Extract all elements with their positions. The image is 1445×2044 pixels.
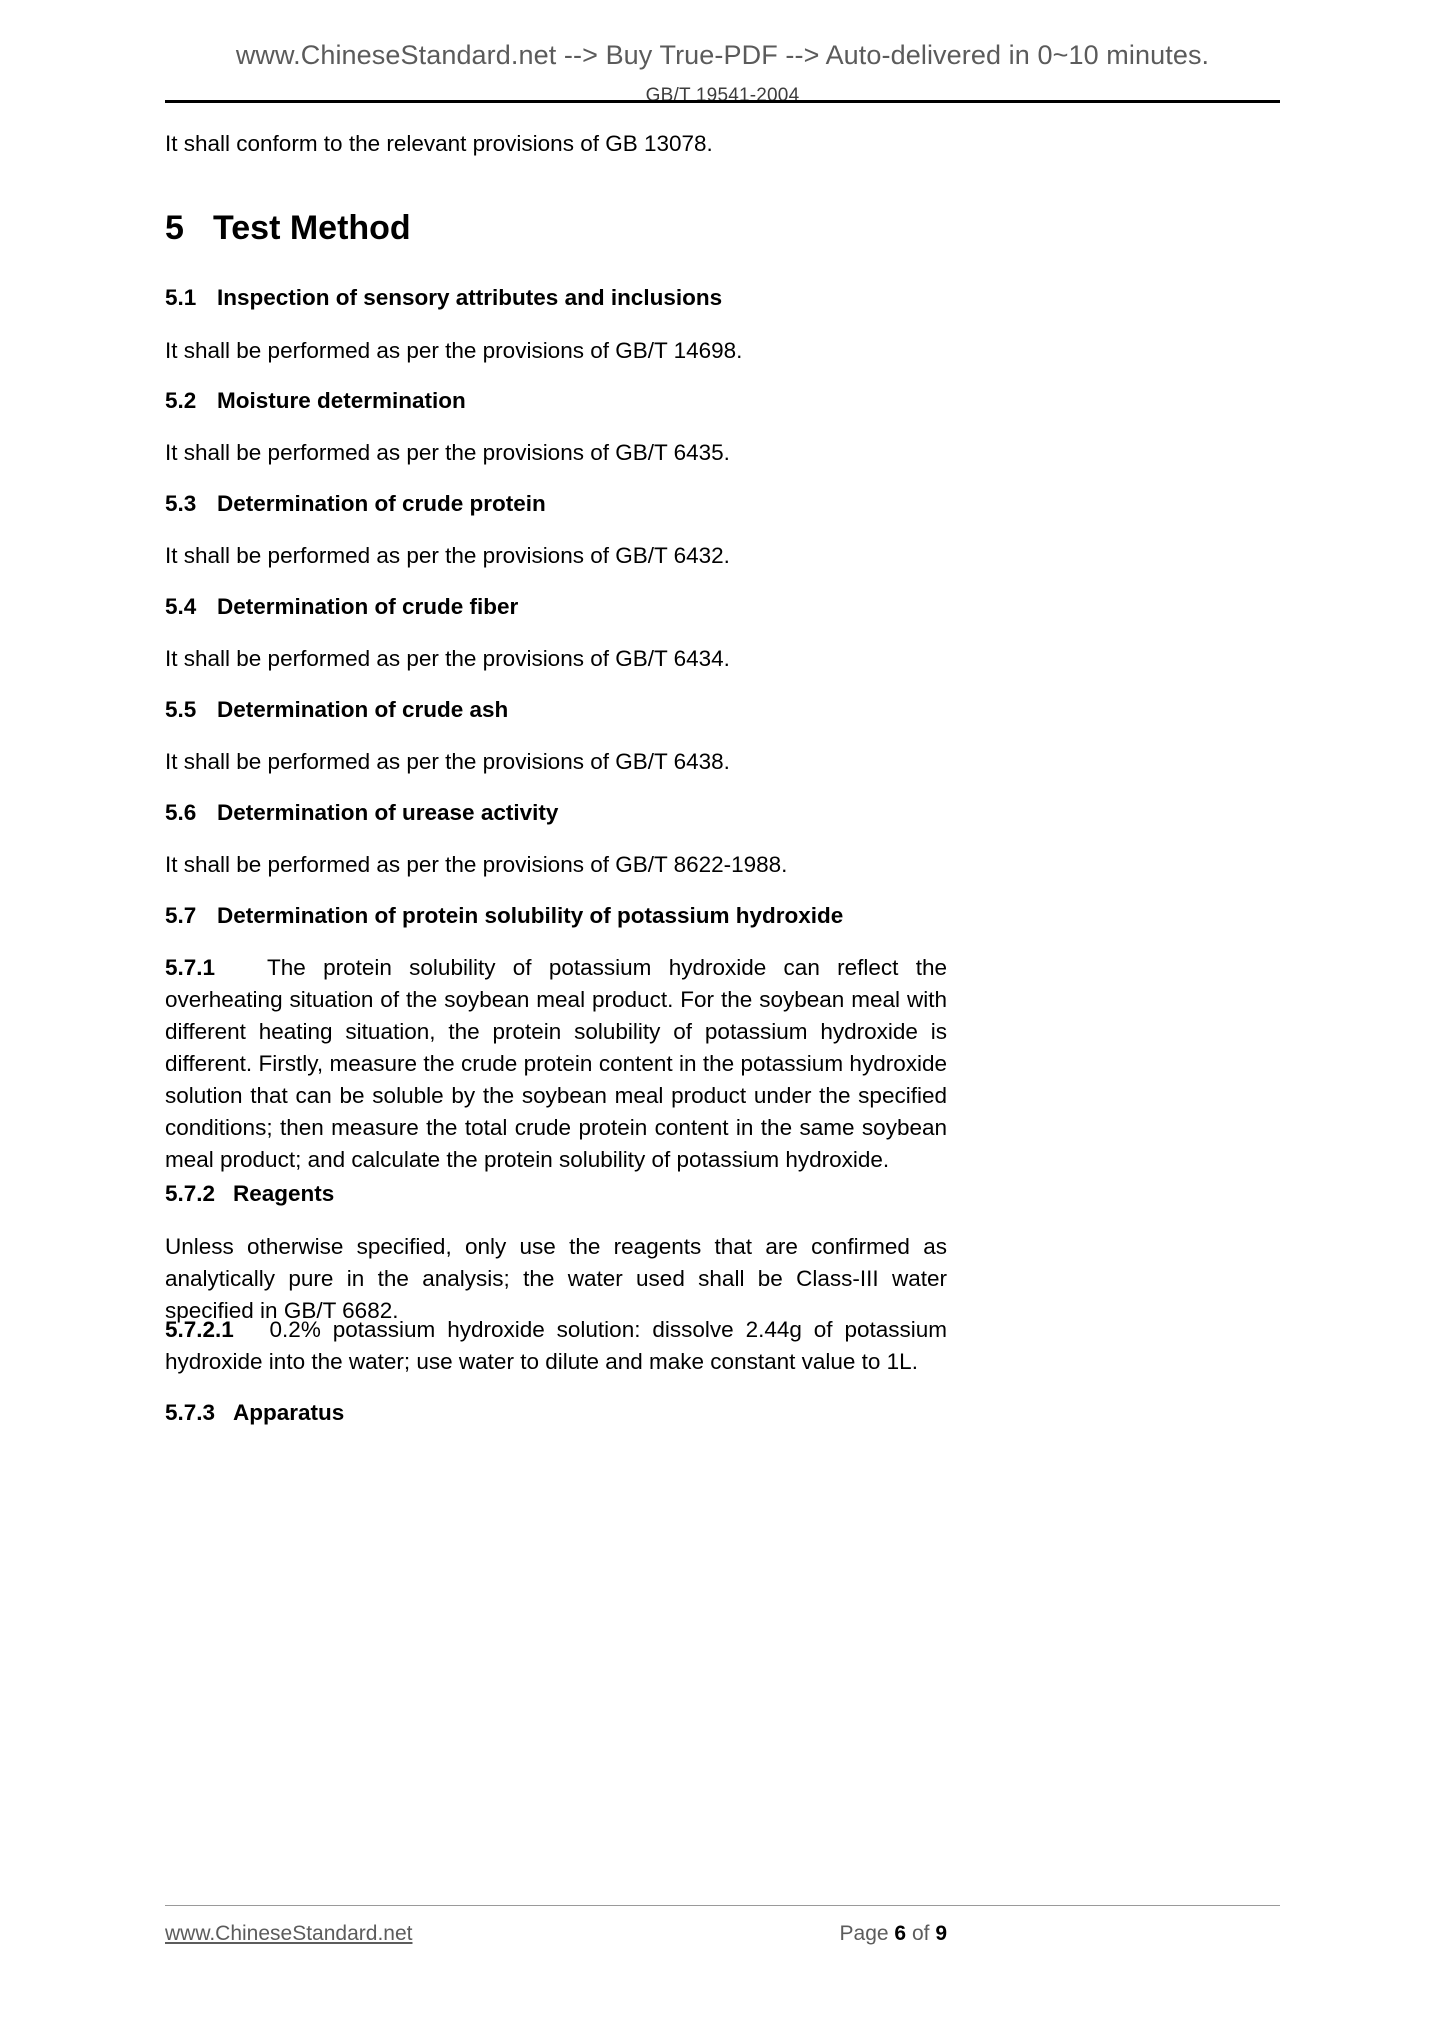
section-5-5-title: Determination of crude ash <box>217 697 509 722</box>
section-5-4-title: Determination of crude fiber <box>217 594 519 619</box>
intro-paragraph-block <box>165 128 947 160</box>
section-5-2-text: It shall be performed as per the provisions of GB/T 6435. <box>165 440 730 465</box>
section-5-3-body <box>165 540 947 572</box>
subclause-5-7-2-title: Reagents <box>233 1181 335 1206</box>
section-5-2-number: 5.2 <box>165 388 197 413</box>
subclause-5-7-2-text: Unless otherwise specified, only use the reagents that are confirmed as analytically pure in the analysis; the water used shall be Class-III water specified in GB/T 6682. <box>165 1234 947 1323</box>
section-5-3-heading <box>165 489 947 518</box>
footer-site-link[interactable]: www.ChineseStandard.net <box>165 1922 413 1945</box>
clause-5-title: Test Method <box>213 209 411 247</box>
promo-banner-text: www.ChineseStandard.net --> Buy True-PDF --> Auto-delivered in 0~10 minutes. <box>235 40 1210 70</box>
section-5-3-text: It shall be performed as per the provisions of GB/T 6432. <box>165 543 730 568</box>
section-5-5-heading <box>165 695 947 724</box>
section-5-6-title: Determination of urease activity <box>217 800 559 825</box>
section-5-5-body <box>165 746 947 778</box>
footer-divider <box>165 1905 1280 1906</box>
section-5-6-heading <box>165 798 947 827</box>
footer-of-label: of <box>911 1922 930 1945</box>
intro-paragraph: It shall conform to the relevant provisions of GB 13078. <box>165 131 713 156</box>
section-5-3-title: Determination of crude protein <box>217 491 546 516</box>
subclause-5-7-1-paragraph <box>165 952 947 1176</box>
section-5-5-number: 5.5 <box>165 697 197 722</box>
section-5-1-body <box>165 335 947 367</box>
section-5-6-text: It shall be performed as per the provisions of GB/T 8622-1988. <box>165 852 788 877</box>
subclause-5-7-2-number: 5.7.2 <box>165 1181 216 1206</box>
footer-page-total: 9 <box>935 1922 947 1945</box>
subclause-5-7-2-1-block <box>165 1314 947 1378</box>
subclause-5-7-1-text: The protein solubility of potassium hydroxide can reflect the overheating situation of the soybean meal product. For the soybean meal with different heating situation, the protein solubility of potassium hydroxide is different. Firstly, measure the crude protein content in the potassium hydroxide solution that can be soluble by the soybean meal product under the specified conditions; then measure the total crude protein content in the same soybean meal product; and calculate the protein solubility of potassium hydroxide. <box>165 955 947 1172</box>
section-5-2-heading <box>165 386 947 415</box>
section-5-6-body <box>165 849 947 881</box>
subclause-5-7-2-heading <box>165 1179 947 1208</box>
footer-page-number: 6 <box>894 1922 907 1945</box>
section-5-3-number: 5.3 <box>165 491 197 516</box>
subclause-5-7-3-heading <box>165 1398 947 1427</box>
subclause-5-7-3-title: Apparatus <box>233 1400 345 1425</box>
section-5-1-text: It shall be performed as per the provisions of GB/T 14698. <box>165 338 743 363</box>
subclause-5-7-1-number: 5.7.1 <box>165 955 216 980</box>
section-5-5-text: It shall be performed as per the provisions of GB/T 6438. <box>165 749 730 774</box>
section-5-4-number: 5.4 <box>165 594 197 619</box>
section-5-1-title: Inspection of sensory attributes and inclusions <box>217 285 723 310</box>
page-header <box>0 40 1445 107</box>
section-5-1-number: 5.1 <box>165 285 197 310</box>
subclause-5-7-1-block <box>165 952 947 1176</box>
section-5-2-body <box>165 437 947 469</box>
standard-code: GB/T 19541-2004 <box>645 85 800 106</box>
subclause-5-7-2-1-text: 0.2% potassium hydroxide solution: dissolve 2.44g of potassium hydroxide into the water; use water to dilute and make constant value to 1L. <box>165 1317 947 1374</box>
clause-5-heading <box>165 208 947 249</box>
section-5-1-heading <box>165 283 947 312</box>
section-5-4-body <box>165 643 947 675</box>
section-5-7-number: 5.7 <box>165 903 197 928</box>
header-divider <box>165 100 1280 103</box>
section-5-2-title: Moisture determination <box>217 388 466 413</box>
page-footer <box>165 1922 947 1946</box>
section-5-6-number: 5.6 <box>165 800 197 825</box>
section-5-7-heading <box>165 901 947 930</box>
subclause-5-7-2-body <box>165 1231 947 1327</box>
subclause-5-7-2-1-paragraph <box>165 1314 947 1378</box>
subclause-5-7-3-number: 5.7.3 <box>165 1400 216 1425</box>
subclause-5-7-2-1-number: 5.7.2.1 <box>165 1317 234 1342</box>
section-5-7-title: Determination of protein solubility of potassium hydroxide <box>217 903 844 928</box>
section-5-4-text: It shall be performed as per the provisions of GB/T 6434. <box>165 646 730 671</box>
footer-page-indicator <box>840 1922 947 1946</box>
section-5-4-heading <box>165 592 947 621</box>
footer-page-label: Page <box>839 1922 889 1945</box>
clause-5-number: 5 <box>165 209 184 247</box>
